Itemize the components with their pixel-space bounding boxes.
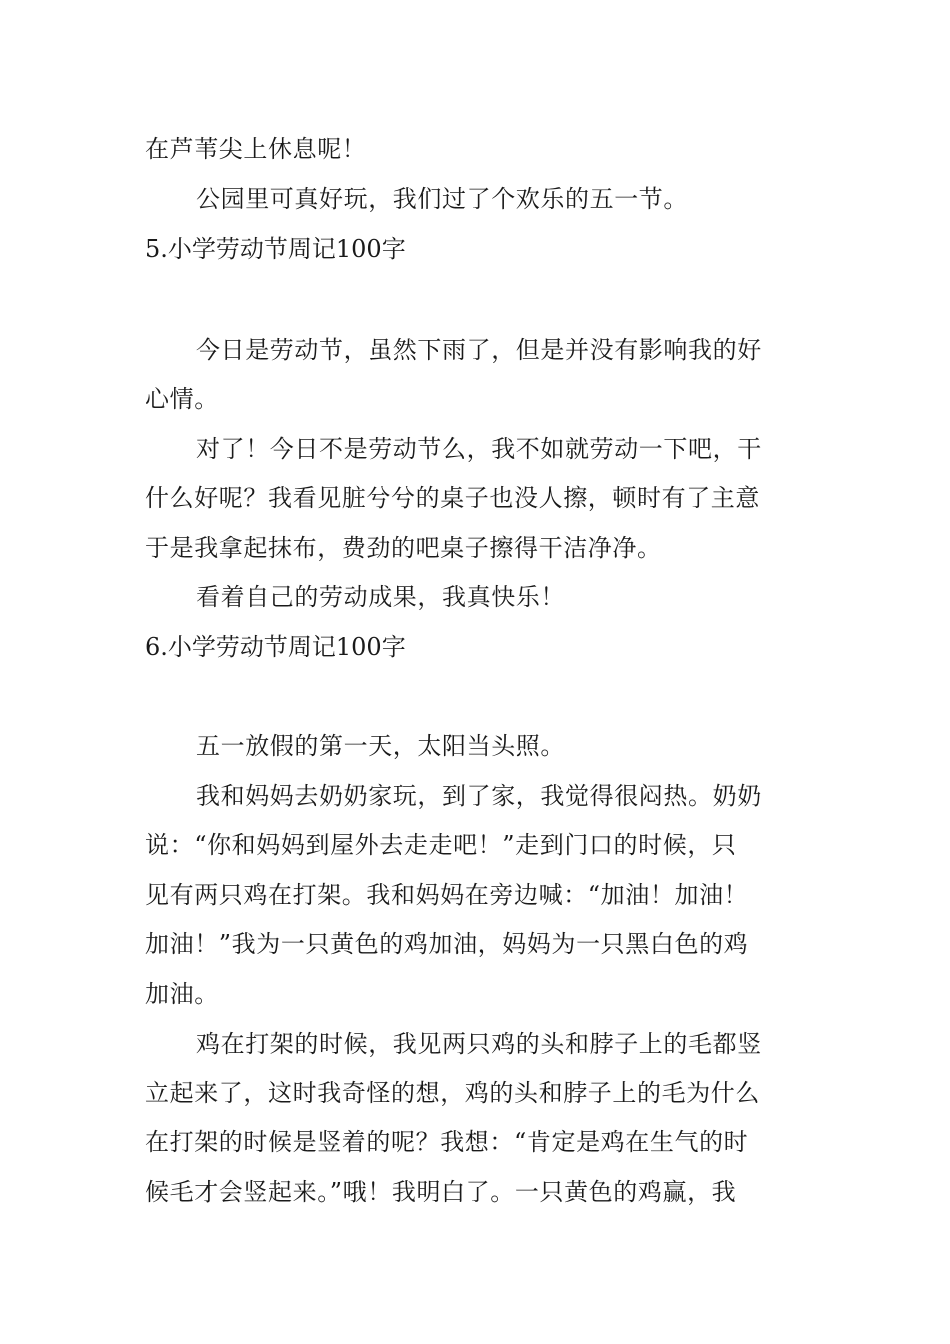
paragraph-line: 见有两只鸡在打架。我和妈妈在旁边喊：“加油！加油！ [145, 881, 749, 909]
paragraph-line: 在芦苇尖上休息呢！ [145, 135, 367, 163]
section-heading: 6.小学劳动节周记100字 [145, 633, 406, 661]
paragraph-line: 什么好呢？我看见脏兮兮的桌子也没人擦，顿时有了主意 [145, 484, 760, 512]
paragraph-line: 在打架的时候是竖着的呢？我想：“肯定是鸡在生气的时 [145, 1128, 749, 1156]
paragraph-line: 看着自己的劳动成果，我真快乐！ [196, 583, 565, 611]
paragraph-line: 公园里可真好玩，我们过了个欢乐的五一节。 [196, 185, 688, 213]
paragraph-line: 于是我拿起抹布，费劲的吧桌子擦得干洁净净。 [145, 534, 662, 562]
paragraph-line: 加油。 [145, 980, 219, 1008]
paragraph-line: 加油！”我为一只黄色的鸡加油，妈妈为一只黑白色的鸡 [145, 930, 749, 958]
paragraph-line: 候毛才会竖起来。”哦！我明白了。一只黄色的鸡赢，我 [145, 1178, 737, 1206]
paragraph-line: 立起来了，这时我奇怪的想，鸡的头和脖子上的毛为什么 [145, 1079, 760, 1107]
paragraph-line: 五一放假的第一天，太阳当头照。 [196, 732, 565, 760]
paragraph-line: 今日是劳动节，虽然下雨了，但是并没有影响我的好 [196, 336, 762, 364]
paragraph-line: 鸡在打架的时候，我见两只鸡的头和脖子上的毛都竖 [196, 1030, 762, 1058]
paragraph-line: 我和妈妈去奶奶家玩，到了家，我觉得很闷热。奶奶 [196, 782, 762, 810]
paragraph-line: 对了！今日不是劳动节么，我不如就劳动一下吧，干 [196, 435, 762, 463]
paragraph-line: 说：“你和妈妈到屋外去走走吧！”走到门口的时候，只 [145, 831, 737, 859]
paragraph-line: 心情。 [145, 385, 219, 413]
section-heading: 5.小学劳动节周记100字 [145, 235, 406, 263]
